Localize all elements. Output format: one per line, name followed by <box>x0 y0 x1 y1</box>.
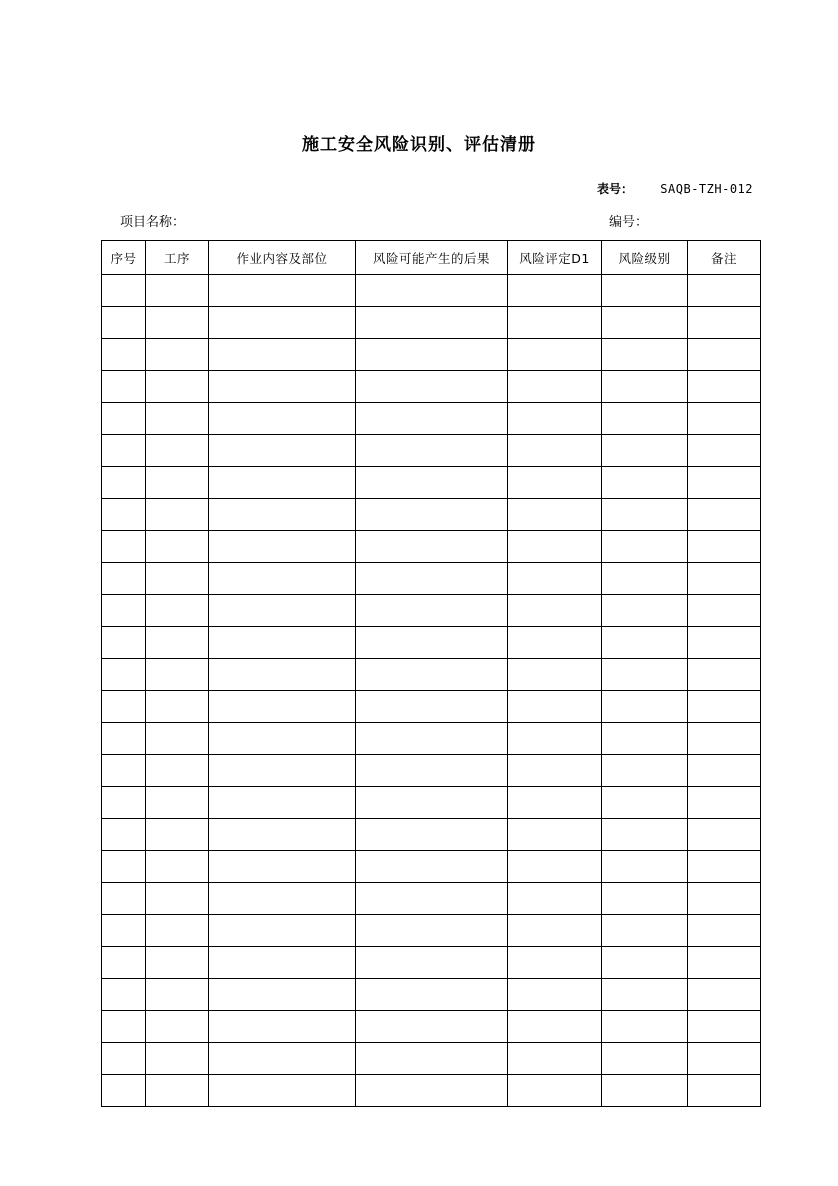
table-cell[interactable] <box>508 371 602 403</box>
table-cell[interactable] <box>508 723 602 755</box>
table-cell[interactable] <box>508 403 602 435</box>
table-cell[interactable] <box>356 1075 508 1107</box>
table-cell[interactable] <box>508 531 602 563</box>
table-cell[interactable] <box>508 339 602 371</box>
table-cell[interactable] <box>688 947 761 979</box>
table-cell[interactable] <box>102 595 146 627</box>
table-cell[interactable] <box>209 499 356 531</box>
table-cell[interactable] <box>688 339 761 371</box>
table-cell[interactable] <box>146 1043 209 1075</box>
table-cell[interactable] <box>102 307 146 339</box>
table-cell[interactable] <box>146 691 209 723</box>
table-cell[interactable] <box>508 659 602 691</box>
table-row <box>102 275 761 307</box>
table-cell[interactable] <box>209 947 356 979</box>
project-name-label: 项目名称： <box>120 215 186 230</box>
table-cell[interactable] <box>688 787 761 819</box>
table-cell[interactable] <box>602 1011 688 1043</box>
table-cell[interactable] <box>209 403 356 435</box>
table-cell[interactable] <box>688 979 761 1011</box>
table-cell[interactable] <box>356 595 508 627</box>
table-cell[interactable] <box>102 1075 146 1107</box>
table-cell[interactable] <box>688 1043 761 1075</box>
table-cell[interactable] <box>508 691 602 723</box>
table-cell[interactable] <box>102 787 146 819</box>
table-cell[interactable] <box>602 307 688 339</box>
table-cell[interactable] <box>602 755 688 787</box>
table-cell[interactable] <box>209 339 356 371</box>
table-cell[interactable] <box>688 627 761 659</box>
table-cell[interactable] <box>209 627 356 659</box>
table-cell[interactable] <box>602 563 688 595</box>
table-cell[interactable] <box>102 723 146 755</box>
table-cell[interactable] <box>508 499 602 531</box>
column-header-risk-level: 风险级别 <box>602 241 688 275</box>
table-cell[interactable] <box>146 979 209 1011</box>
table-cell[interactable] <box>688 563 761 595</box>
table-row <box>102 1075 761 1107</box>
table-cell[interactable] <box>209 755 356 787</box>
table-cell[interactable] <box>356 307 508 339</box>
table-cell[interactable] <box>508 787 602 819</box>
table-cell[interactable] <box>688 723 761 755</box>
table-cell[interactable] <box>688 595 761 627</box>
table-cell[interactable] <box>356 883 508 915</box>
table-cell[interactable] <box>356 531 508 563</box>
table-cell[interactable] <box>356 755 508 787</box>
table-cell[interactable] <box>102 499 146 531</box>
table-cell[interactable] <box>146 627 209 659</box>
page-title: 施工安全风险识别、评估清册 <box>302 135 536 155</box>
table-row <box>102 723 761 755</box>
table-cell[interactable] <box>102 819 146 851</box>
table-cell[interactable] <box>209 659 356 691</box>
table-cell[interactable] <box>508 275 602 307</box>
table-cell[interactable] <box>102 659 146 691</box>
table-row <box>102 819 761 851</box>
table-cell[interactable] <box>602 1043 688 1075</box>
table-cell[interactable] <box>146 435 209 467</box>
table-cell[interactable] <box>688 915 761 947</box>
table-cell[interactable] <box>102 851 146 883</box>
table-cell[interactable] <box>209 1011 356 1043</box>
table-row <box>102 915 761 947</box>
table-row <box>102 1043 761 1075</box>
column-header-process: 工序 <box>146 241 209 275</box>
table-cell[interactable] <box>146 947 209 979</box>
table-cell[interactable] <box>356 915 508 947</box>
table-row <box>102 563 761 595</box>
table-cell[interactable] <box>146 531 209 563</box>
table-cell[interactable] <box>356 691 508 723</box>
table-cell[interactable] <box>209 371 356 403</box>
table-row <box>102 883 761 915</box>
table-cell[interactable] <box>508 851 602 883</box>
table-cell[interactable] <box>356 499 508 531</box>
table-cell[interactable] <box>146 499 209 531</box>
table-cell[interactable] <box>209 691 356 723</box>
table-cell[interactable] <box>209 531 356 563</box>
table-cell[interactable] <box>102 627 146 659</box>
table-cell[interactable] <box>146 883 209 915</box>
table-cell[interactable] <box>602 371 688 403</box>
table-cell[interactable] <box>146 723 209 755</box>
table-cell[interactable] <box>102 563 146 595</box>
table-cell[interactable] <box>209 851 356 883</box>
table-cell[interactable] <box>356 403 508 435</box>
table-cell[interactable] <box>688 691 761 723</box>
table-cell[interactable] <box>102 979 146 1011</box>
table-cell[interactable] <box>508 819 602 851</box>
table-cell[interactable] <box>102 1011 146 1043</box>
table-cell[interactable] <box>356 1011 508 1043</box>
table-cell[interactable] <box>146 371 209 403</box>
table-cell[interactable] <box>688 851 761 883</box>
table-row <box>102 467 761 499</box>
table-cell[interactable] <box>356 851 508 883</box>
table-cell[interactable] <box>356 627 508 659</box>
table-cell[interactable] <box>146 1011 209 1043</box>
column-header-index: 序号 <box>102 241 146 275</box>
table-cell[interactable] <box>356 819 508 851</box>
table-cell[interactable] <box>688 499 761 531</box>
table-cell[interactable] <box>688 1075 761 1107</box>
column-header-work-content: 作业内容及部位 <box>209 241 356 275</box>
table-cell[interactable] <box>356 1043 508 1075</box>
table-cell[interactable] <box>602 883 688 915</box>
risk-assessment-table <box>101 240 761 1107</box>
table-cell[interactable] <box>146 851 209 883</box>
table-cell[interactable] <box>209 307 356 339</box>
table-cell[interactable] <box>602 339 688 371</box>
table-row <box>102 691 761 723</box>
table-cell[interactable] <box>209 723 356 755</box>
table-row <box>102 979 761 1011</box>
table-cell[interactable] <box>146 819 209 851</box>
table-cell[interactable] <box>508 1075 602 1107</box>
table-cell[interactable] <box>508 627 602 659</box>
table-body <box>102 275 761 1107</box>
table-cell[interactable] <box>209 435 356 467</box>
table-cell[interactable] <box>146 1075 209 1107</box>
table-header-row <box>102 241 761 275</box>
table-cell[interactable] <box>602 467 688 499</box>
table-cell[interactable] <box>209 1075 356 1107</box>
table-cell[interactable] <box>102 467 146 499</box>
table-cell[interactable] <box>602 531 688 563</box>
table-cell[interactable] <box>688 883 761 915</box>
table-cell[interactable] <box>508 979 602 1011</box>
table-row <box>102 435 761 467</box>
table-cell[interactable] <box>688 755 761 787</box>
table-cell[interactable] <box>102 1043 146 1075</box>
form-code-row <box>597 180 753 197</box>
table-cell[interactable] <box>508 883 602 915</box>
table-cell[interactable] <box>602 435 688 467</box>
table-cell[interactable] <box>146 915 209 947</box>
table-cell[interactable] <box>102 915 146 947</box>
table-cell[interactable] <box>688 275 761 307</box>
column-header-consequence: 风险可能产生的后果 <box>356 241 508 275</box>
table-cell[interactable] <box>602 627 688 659</box>
table-cell[interactable] <box>209 915 356 947</box>
serial-number-label: 编号： <box>609 215 649 230</box>
table-row <box>102 659 761 691</box>
table-cell[interactable] <box>508 307 602 339</box>
table-cell[interactable] <box>688 819 761 851</box>
table-cell[interactable] <box>146 563 209 595</box>
table-cell[interactable] <box>146 595 209 627</box>
table-cell[interactable] <box>356 787 508 819</box>
table-cell[interactable] <box>602 691 688 723</box>
table-cell[interactable] <box>146 659 209 691</box>
table-row <box>102 755 761 787</box>
table-cell[interactable] <box>602 1075 688 1107</box>
table-cell[interactable] <box>209 787 356 819</box>
table-cell[interactable] <box>508 1011 602 1043</box>
table-cell[interactable] <box>102 691 146 723</box>
table-cell[interactable] <box>602 915 688 947</box>
table-cell[interactable] <box>602 819 688 851</box>
table-row <box>102 403 761 435</box>
table-cell[interactable] <box>209 563 356 595</box>
table-cell[interactable] <box>602 787 688 819</box>
table-row <box>102 787 761 819</box>
table-cell[interactable] <box>102 531 146 563</box>
table-cell[interactable] <box>146 755 209 787</box>
table-row <box>102 371 761 403</box>
table-cell[interactable] <box>602 595 688 627</box>
table-cell[interactable] <box>356 659 508 691</box>
column-header-remarks: 备注 <box>688 241 761 275</box>
table-cell[interactable] <box>102 755 146 787</box>
table-cell[interactable] <box>209 979 356 1011</box>
table-row <box>102 595 761 627</box>
table-cell[interactable] <box>688 659 761 691</box>
form-code-label: 表号： <box>597 182 634 196</box>
table-cell[interactable] <box>688 467 761 499</box>
form-code-value: SAQB-TZH-012 <box>660 182 753 196</box>
column-header-risk-score: 风险评定D1 <box>508 241 602 275</box>
table-row <box>102 499 761 531</box>
table-cell[interactable] <box>356 371 508 403</box>
table-cell[interactable] <box>356 435 508 467</box>
table-cell[interactable] <box>209 883 356 915</box>
table-cell[interactable] <box>356 947 508 979</box>
table-row <box>102 307 761 339</box>
table-cell[interactable] <box>688 1011 761 1043</box>
table-cell[interactable] <box>688 371 761 403</box>
table-cell[interactable] <box>209 1043 356 1075</box>
table-cell[interactable] <box>688 403 761 435</box>
table-cell[interactable] <box>102 435 146 467</box>
table-cell[interactable] <box>102 339 146 371</box>
table-cell[interactable] <box>508 467 602 499</box>
table-cell[interactable] <box>688 307 761 339</box>
table-cell[interactable] <box>508 915 602 947</box>
table-cell[interactable] <box>602 403 688 435</box>
table-cell[interactable] <box>356 723 508 755</box>
table-cell[interactable] <box>356 339 508 371</box>
table-cell[interactable] <box>602 979 688 1011</box>
table-cell[interactable] <box>102 371 146 403</box>
table-cell[interactable] <box>602 723 688 755</box>
table-cell[interactable] <box>146 275 209 307</box>
table-cell[interactable] <box>508 563 602 595</box>
table-cell[interactable] <box>356 563 508 595</box>
table-cell[interactable] <box>356 467 508 499</box>
table-cell[interactable] <box>602 947 688 979</box>
table-row <box>102 947 761 979</box>
table-cell[interactable] <box>602 275 688 307</box>
table-row <box>102 531 761 563</box>
table-cell[interactable] <box>146 403 209 435</box>
table-cell[interactable] <box>508 947 602 979</box>
table-cell[interactable] <box>688 435 761 467</box>
table-cell[interactable] <box>102 403 146 435</box>
table-cell[interactable] <box>602 851 688 883</box>
table-row <box>102 339 761 371</box>
table-cell[interactable] <box>209 819 356 851</box>
table-cell[interactable] <box>602 499 688 531</box>
table-cell[interactable] <box>508 595 602 627</box>
table-cell[interactable] <box>209 275 356 307</box>
table-cell[interactable] <box>146 339 209 371</box>
table-cell[interactable] <box>209 595 356 627</box>
table-cell[interactable] <box>688 531 761 563</box>
table-cell[interactable] <box>102 883 146 915</box>
table-cell[interactable] <box>209 467 356 499</box>
table-cell[interactable] <box>146 467 209 499</box>
table-cell[interactable] <box>508 1043 602 1075</box>
table-cell[interactable] <box>102 275 146 307</box>
table-cell[interactable] <box>356 275 508 307</box>
table-cell[interactable] <box>102 947 146 979</box>
table-cell[interactable] <box>508 435 602 467</box>
table-cell[interactable] <box>508 755 602 787</box>
table-cell[interactable] <box>356 979 508 1011</box>
table-cell[interactable] <box>602 659 688 691</box>
table-row <box>102 851 761 883</box>
table-row <box>102 627 761 659</box>
table-row <box>102 1011 761 1043</box>
table-cell[interactable] <box>146 307 209 339</box>
table-cell[interactable] <box>146 787 209 819</box>
